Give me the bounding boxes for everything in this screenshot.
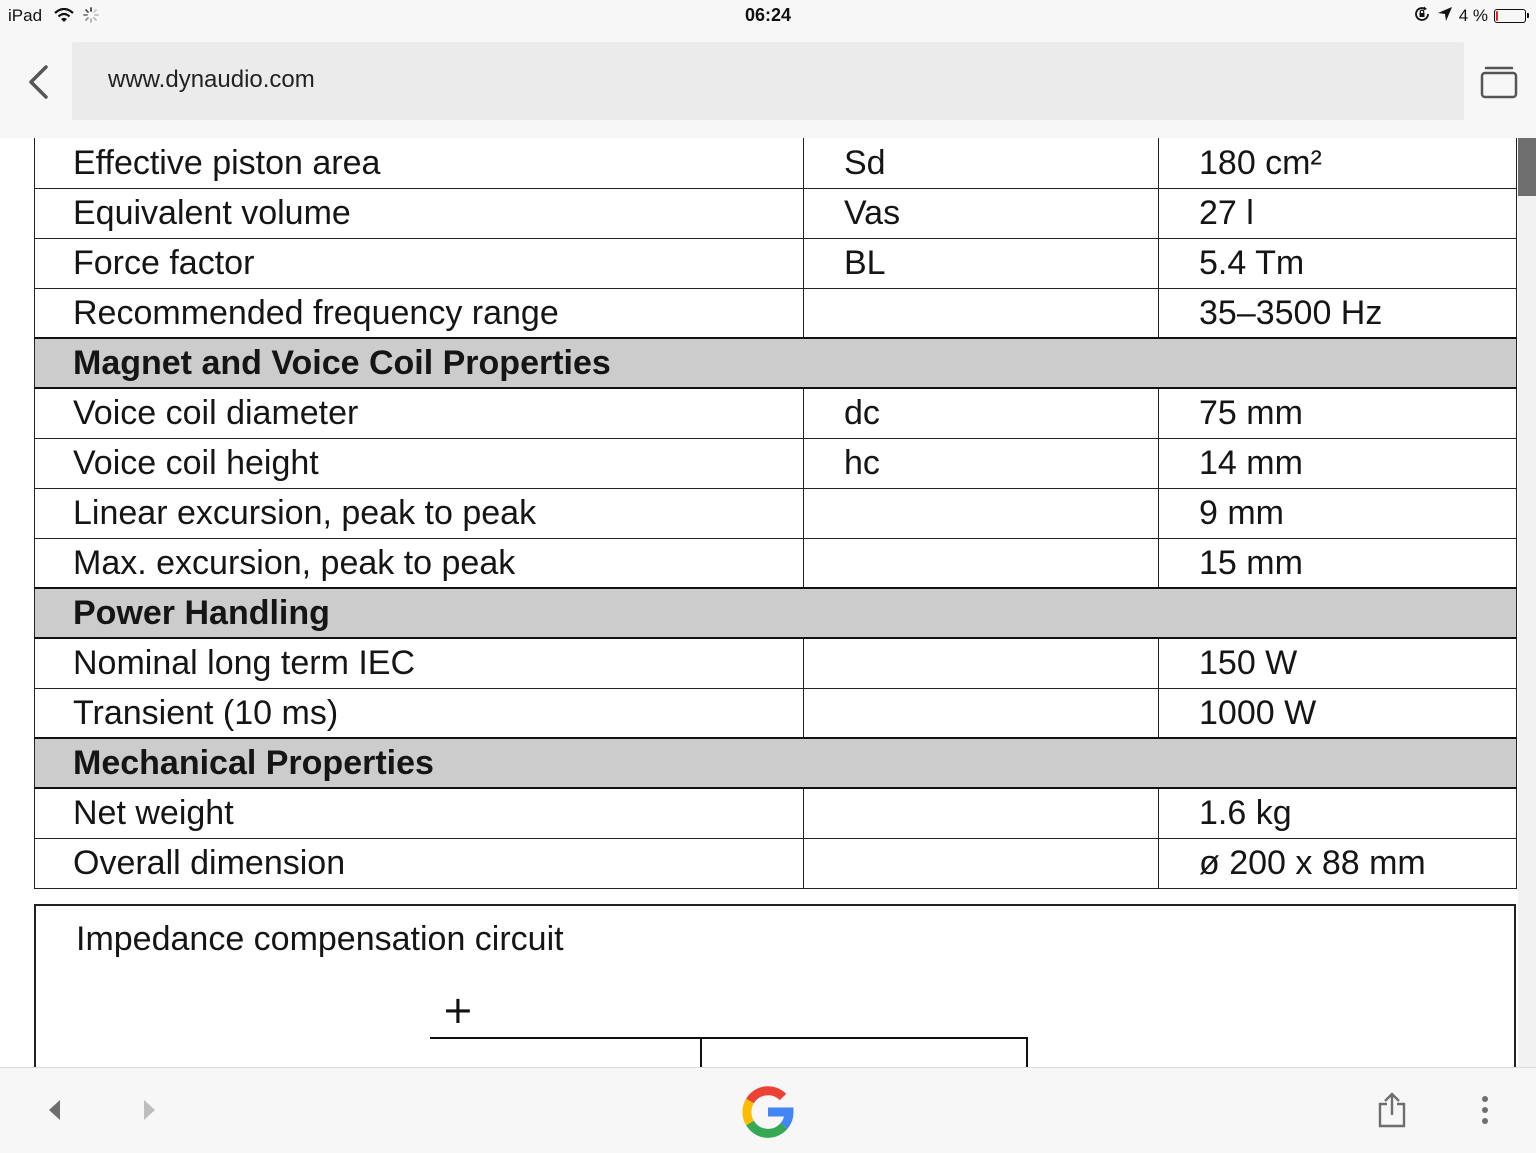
table-row [35,388,1517,438]
section-header-row [35,588,1517,638]
cell-label: Net weight [35,788,804,838]
cell-label: Force factor [35,238,804,288]
section-header-row [35,738,1517,788]
status-right-group [1413,5,1526,27]
battery-icon [1494,9,1526,23]
cell-value: 150 W [1159,638,1517,688]
cell-label: Effective piston area [35,138,804,188]
status-bar [0,0,1536,34]
table-row [35,688,1517,738]
cell-symbol [804,638,1159,688]
back-button[interactable] [18,60,58,104]
table-row [35,438,1517,488]
google-logo-icon [741,1085,795,1139]
scrollbar-track [1518,196,1536,1067]
battery-level-fill [1496,11,1498,21]
scrollbar-thumb[interactable] [1518,138,1536,196]
circuit-title: Impedance compensation circuit [76,920,564,958]
cell-symbol [804,838,1159,888]
cell-value: 180 cm² [1159,138,1517,188]
orientation-lock-icon [1413,5,1431,28]
device-name: iPad [8,6,43,25]
cell-symbol [804,288,1159,338]
battery-percent: 4 % [1458,6,1488,25]
cell-symbol [804,688,1159,738]
more-vertical-icon [1480,1095,1490,1125]
plus-terminal-label: + [442,988,474,1032]
table-row [35,288,1517,338]
circuit-diagram [36,906,1516,1067]
circuit-section [34,904,1516,1067]
cell-value: 1.6 kg [1159,788,1517,838]
table-row [35,538,1517,588]
cell-label: Max. excursion, peak to peak [35,538,804,588]
table-row [35,238,1517,288]
cell-value: 15 mm [1159,538,1517,588]
circuit-component-box [701,1038,1027,1067]
tabs-icon [1478,62,1520,104]
nav-forward-icon [142,1098,158,1122]
section-header: Mechanical Properties [35,738,1517,788]
cell-label: Equivalent volume [35,188,804,238]
cell-value: 27 l [1159,188,1517,238]
cell-value: 5.4 Tm [1159,238,1517,288]
more-menu-button[interactable] [1466,1090,1504,1130]
cell-symbol [804,788,1159,838]
cell-symbol: Vas [804,188,1159,238]
cell-label: Nominal long term IEC [35,638,804,688]
cell-label: Recommended frequency range [35,288,804,338]
cell-symbol: hc [804,438,1159,488]
cell-value: 35–3500 Hz [1159,288,1517,338]
table-row [35,638,1517,688]
cell-value: 9 mm [1159,488,1517,538]
nav-back-icon [46,1098,62,1122]
back-chevron-icon [27,64,49,100]
section-header: Power Handling [35,588,1517,638]
cell-value: 14 mm [1159,438,1517,488]
cell-symbol [804,488,1159,538]
share-button[interactable] [1372,1088,1412,1132]
cell-label: Voice coil diameter [35,388,804,438]
cell-value: 75 mm [1159,388,1517,438]
url-field[interactable] [72,42,1464,120]
url-text: www.dynaudio.com [108,66,315,93]
table-row [35,788,1517,838]
cell-label: Overall dimension [35,838,804,888]
cell-value: ø 200 x 88 mm [1159,838,1517,888]
cell-symbol: dc [804,388,1159,438]
nav-back-button[interactable] [36,1092,72,1128]
spec-table [34,138,1517,889]
bottom-toolbar [0,1067,1536,1153]
section-header-row [35,338,1517,388]
cell-label: Transient (10 ms) [35,688,804,738]
table-row [35,138,1517,188]
tabs-button[interactable] [1478,62,1520,104]
cell-symbol [804,538,1159,588]
section-header: Magnet and Voice Coil Properties [35,338,1517,388]
table-row [35,488,1517,538]
address-bar [0,34,1536,139]
table-row [35,838,1517,888]
cell-value: 1000 W [1159,688,1517,738]
status-time: 06:24 [744,5,792,25]
table-row [35,188,1517,238]
cell-label: Voice coil height [35,438,804,488]
cell-symbol: BL [804,238,1159,288]
google-button[interactable] [740,1084,796,1140]
document-viewport[interactable] [0,138,1536,1067]
cell-symbol: Sd [804,138,1159,188]
nav-forward-button[interactable] [132,1092,168,1128]
cell-label: Linear excursion, peak to peak [35,488,804,538]
share-icon [1377,1091,1407,1129]
location-arrow-icon [1437,6,1453,27]
